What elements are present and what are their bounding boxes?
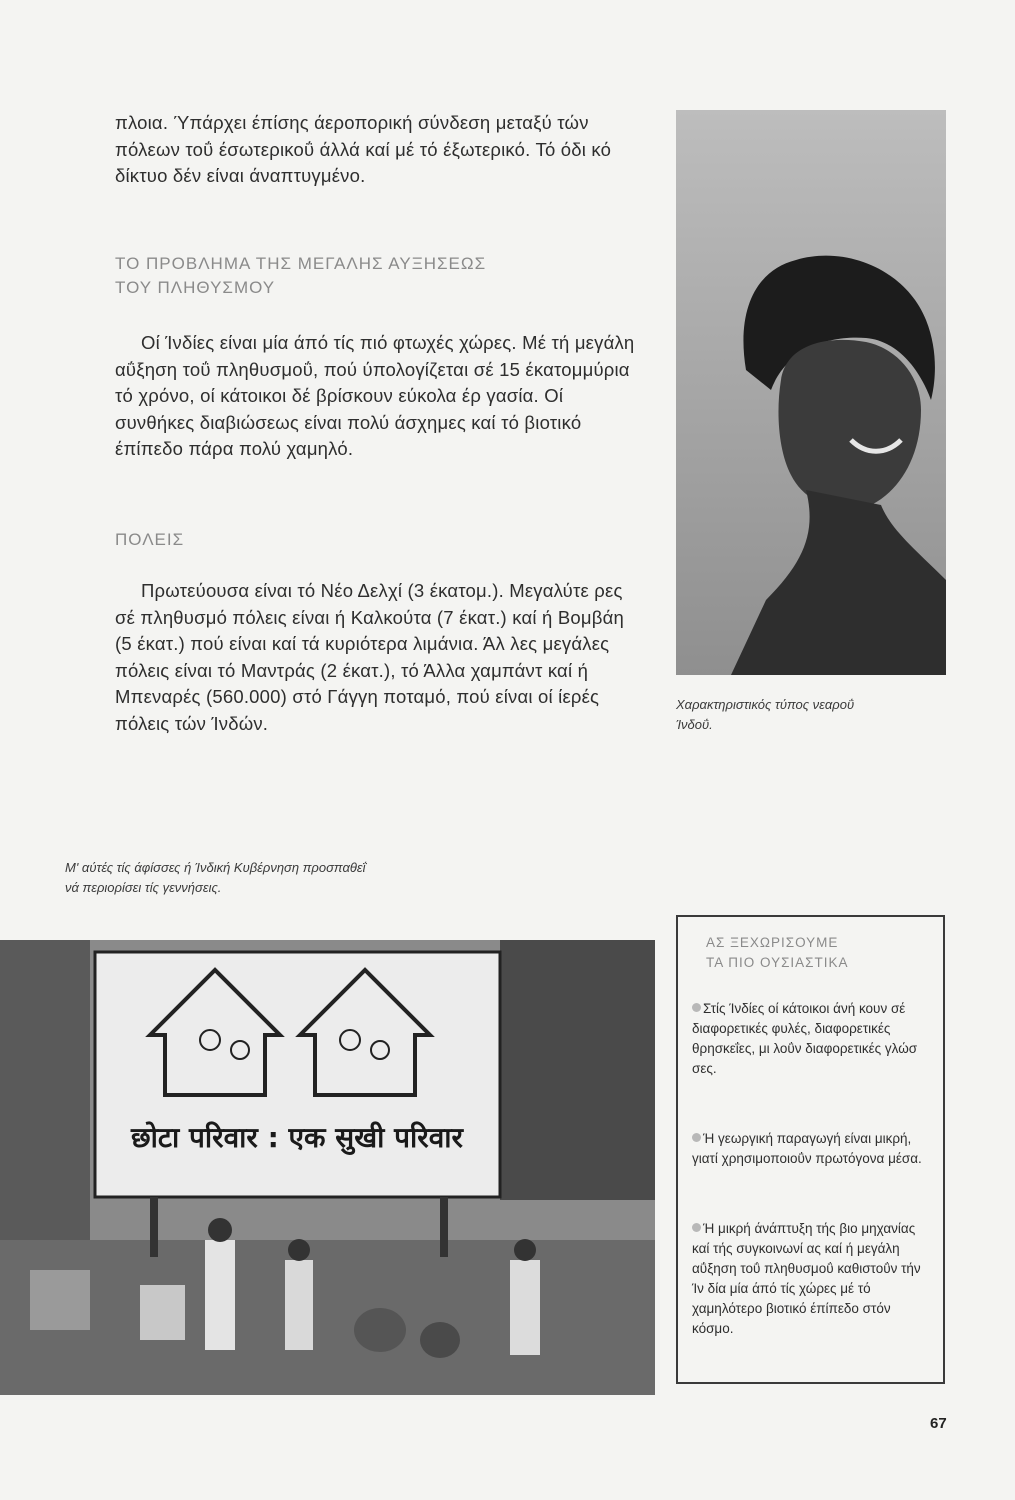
summary-bullet <box>692 1129 927 1169</box>
bullet-dot-icon <box>692 1133 701 1142</box>
heading-line: ΤΟΥ ΠΛΗΘΥΣΜΟΥ <box>115 278 276 297</box>
caption-line: Ίνδοΰ. <box>676 717 713 732</box>
summary-title-line: ΑΣ ΞΕΧΩΡΙΣΟΥΜΕ <box>706 935 839 950</box>
portrait-illustration <box>676 110 946 675</box>
bullet-dot-icon <box>692 1223 701 1232</box>
street-scene-illustration <box>0 940 655 1395</box>
bullet-text: Ή μικρή άνάπτυξη τής βιο μηχανίας καί τής συγκοινωνί ας καί ή μεγάλη αΰξηση τοΰ πληθυσμοΰ καθιστοΰν τήν Ίν δία μία άπό τίς χώρες μέ τό χαμηλότερο βιοτικό έπίπεδο στόν κόσμο. <box>692 1221 921 1336</box>
summary-title-line: ΤΑ ΠΙΟ ΟΥΣΙΑΣΤΙΚΑ <box>706 955 849 970</box>
cities-paragraph: Πρωτεύουσα είναι τό Νέο Δελχί (3 έκατομ.). Μεγαλύτε ρες σέ πληθυσμό πόλεις είναι ή Καλκούτα (7 έκατ.) καί ή Βομβάη (5 έκατ.) πού είναι καί τά κυριότερα λιμάνια. Άλ λες μεγάλες πόλεις είναι τό Μαντράς (2 έκατ.), τό Άλλα χαμπάντ καί ή Μπεναρές (560.000) στό Γάγγη ποταμό, πού είναι οί ίερές πόλεις τών Ίνδών. <box>115 580 624 734</box>
bullet-dot-icon <box>692 1003 701 1012</box>
intro-paragraph: πλοια. Ύπάρχει έπίσης άεροπορική σύνδεση μεταξύ τών πόλεων τοΰ έσωτερικοΰ άλλά καί μέ τό έξωτερικό. Τό όδι κό δίκτυο δέν είναι άναπτυγμένο. <box>115 112 612 186</box>
portrait-caption <box>676 695 956 735</box>
heading-line: ΤΟ ΠΡΟΒΛΗΜΑ ΤΗΣ ΜΕΓΑΛΗΣ ΑΥΞΗΣΕΩΣ <box>115 254 487 273</box>
section-heading-population <box>115 252 615 300</box>
summary-bullet <box>692 1219 927 1339</box>
summary-box <box>676 915 945 1384</box>
caption-line: νά περιορίσει τίς γεννήσεις. <box>65 880 222 895</box>
summary-title <box>706 933 849 973</box>
bullet-text: Ή γεωργική παραγωγή είναι μικρή, γιατί χρησιμοποιοΰν πρωτόγονα μέσα. <box>692 1131 922 1166</box>
caption-line: Χαρακτηριστικός τύπος νεαροΰ <box>676 697 855 712</box>
billboard-caption <box>65 858 625 898</box>
billboard-sign-text: छोटा परिवार : एक सुखी परिवार <box>130 1121 464 1154</box>
page-number: 67 <box>930 1415 947 1432</box>
population-paragraph: Οί Ίνδίες είναι μία άπό τίς πιό φτωχές χώρες. Μέ τή μεγάλη αΰξηση τοΰ πληθυσμοΰ, πού ύπολογίζεται σέ 15 έκατομμύρια τό χρόνο, οί κάτοικοι δέ βρίσκουν εύκολα έρ γασία. Οί συνθήκες διαβιώσεως είναι πολύ άσχημες καί τό βιοτικό έπίπεδο πάρα πολύ χαμηλό. <box>115 332 635 459</box>
bullet-text: Στίς Ίνδίες οί κάτοικοι άνή κουν σέ διαφορετικές φυλές, διαφορετικές θρησκεΐες, μι λοΰν διαφορετικές γλώσ σες. <box>692 1001 918 1076</box>
billboard-photo <box>0 940 655 1395</box>
section-heading-cities: ΠΟΛΕΙΣ <box>115 530 185 549</box>
portrait-photo <box>676 110 946 675</box>
summary-bullet <box>692 999 927 1079</box>
caption-line: Μ' αύτές τίς άφίσσες ή Ίνδική Κυβέρνηση προσπαθεΐ <box>65 860 366 875</box>
